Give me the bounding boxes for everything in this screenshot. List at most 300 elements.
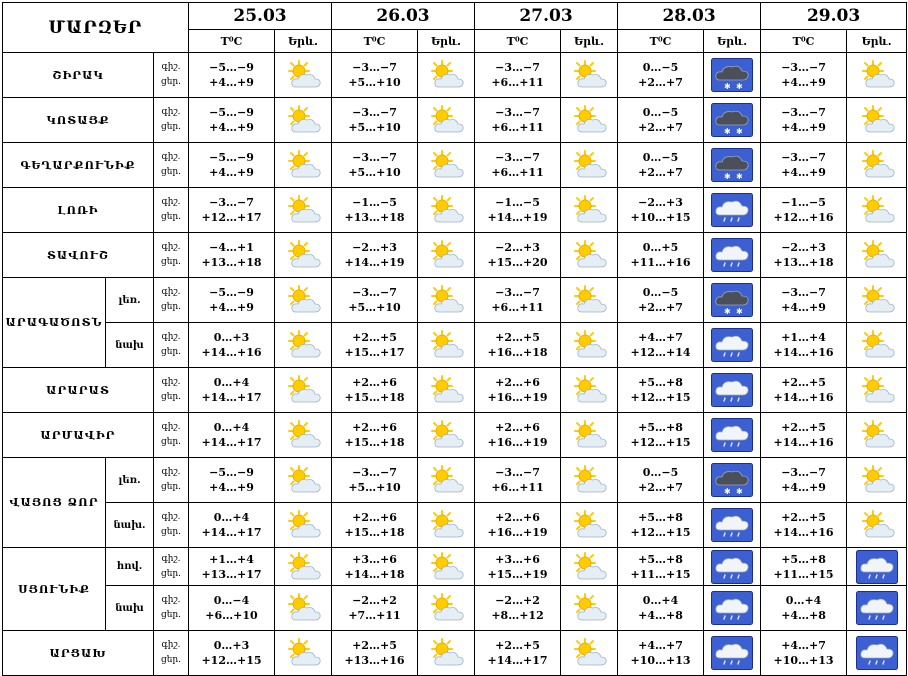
temperature-column-header: T⁰C [332, 30, 418, 53]
day-temperature: +14…+18 [344, 567, 405, 581]
night-temperature: +2…+5 [781, 511, 826, 524]
partly-cloudy-icon [275, 233, 332, 278]
temperature-cell [189, 143, 275, 188]
temperature-cell [189, 278, 275, 323]
night-temperature: +2…+5 [781, 421, 826, 434]
night-label: գիշ. [161, 242, 181, 252]
region-name: ԿՈՏԱՅՔ [3, 98, 154, 143]
temperature-cell [332, 53, 418, 98]
partly-cloudy-icon [275, 458, 332, 503]
day-temperature: +12…+15 [630, 391, 691, 404]
temperature-cell [618, 323, 704, 368]
day-temperature: +2…+7 [638, 121, 683, 134]
region-name: ԱՐԱՐԱՏ [3, 368, 154, 413]
partly-cloudy-icon [418, 548, 475, 586]
day-temperature: +2…+7 [638, 301, 683, 314]
day-temperature: +10…+13 [773, 654, 834, 667]
period-labels [154, 323, 189, 368]
partly-cloudy-icon [847, 503, 907, 548]
partly-cloudy-icon [847, 458, 907, 503]
partly-cloudy-icon [275, 323, 332, 368]
day-temperature: +6…+11 [491, 301, 544, 314]
temperature-cell [618, 53, 704, 98]
night-temperature: +2…+5 [495, 639, 540, 652]
day-label: ցեր. [160, 77, 182, 87]
night-temperature: −3…−7 [781, 286, 826, 299]
day-temperature: +4…+9 [781, 121, 826, 134]
night-label: գիշ. [161, 640, 181, 650]
day-label: ցեր. [160, 482, 182, 492]
night-temperature: −1…−5 [781, 196, 826, 209]
temperature-cell [475, 98, 561, 143]
temperature-cell [189, 98, 275, 143]
day-label: ցեր. [160, 610, 182, 620]
region-name: ԱՐԱԳԱԾՈՏՆ [3, 278, 106, 368]
day-temperature: +12…+15 [630, 526, 691, 539]
day-temperature: +6…+11 [491, 481, 544, 494]
partly-cloudy-icon [561, 548, 618, 586]
temperature-cell [618, 586, 704, 631]
temperature-cell [761, 233, 847, 278]
temperature-cell [618, 233, 704, 278]
temperature-cell [475, 458, 561, 503]
period-labels [154, 188, 189, 233]
day-temperature: +7…+11 [348, 609, 401, 622]
temperature-column-header: T⁰C [761, 30, 847, 53]
night-temperature: −5…−9 [209, 61, 254, 74]
day-temperature: +14…+16 [773, 391, 834, 404]
temperature-cell [618, 368, 704, 413]
night-temperature: +2…+6 [495, 421, 540, 434]
partly-cloudy-icon [561, 53, 618, 98]
svg-text:✱: ✱ [736, 172, 743, 181]
day-label: ցեր. [160, 302, 182, 312]
table-row [3, 368, 907, 413]
day-temperature: +2…+7 [638, 166, 683, 179]
partly-cloudy-icon [847, 53, 907, 98]
day-temperature: +12…+17 [201, 211, 262, 224]
partly-cloudy-icon [561, 631, 618, 676]
temperature-cell [475, 631, 561, 676]
temperature-cell [332, 278, 418, 323]
partly-cloudy-icon [418, 368, 475, 413]
temperature-cell [618, 503, 704, 548]
night-temperature: 0…+4 [785, 594, 822, 607]
night-temperature: +1…+4 [781, 331, 826, 344]
partly-cloudy-icon [275, 413, 332, 458]
partly-cloudy-icon [275, 368, 332, 413]
night-temperature: −3…−7 [495, 286, 540, 299]
night-temperature: +3…+6 [352, 552, 397, 566]
period-labels [154, 143, 189, 188]
date-header: 27.03 [475, 3, 618, 30]
night-temperature: −3…−7 [781, 151, 826, 164]
temperature-cell [618, 188, 704, 233]
day-temperature: +14…+17 [201, 436, 262, 449]
forecast-table [2, 2, 907, 676]
night-temperature: −5…−9 [209, 466, 254, 479]
night-temperature: −3…−7 [781, 61, 826, 74]
partly-cloudy-icon [847, 368, 907, 413]
table-row [3, 413, 907, 458]
day-temperature: +4…+9 [781, 301, 826, 314]
night-temperature: +2…+5 [352, 639, 397, 652]
region-name: ԼՈՌԻ [3, 188, 154, 233]
partly-cloudy-icon [275, 188, 332, 233]
region-name: ՇԻՐԱԿ [3, 53, 154, 98]
partly-cloudy-icon [418, 98, 475, 143]
partly-cloudy-icon [275, 278, 332, 323]
temperature-cell [189, 631, 275, 676]
partly-cloudy-icon [561, 323, 618, 368]
night-temperature: −3…−7 [352, 286, 397, 299]
rain-cloud-icon [704, 631, 761, 676]
temperature-cell [332, 413, 418, 458]
day-temperature: +4…+9 [209, 166, 254, 179]
day-temperature: +4…+9 [781, 481, 826, 494]
day-temperature: +13…+18 [201, 256, 262, 269]
temperature-cell [761, 143, 847, 188]
day-temperature: +11…+16 [630, 256, 691, 269]
period-labels [154, 586, 189, 631]
temperature-cell [475, 233, 561, 278]
day-temperature: +6…+11 [491, 166, 544, 179]
night-temperature: −5…−9 [209, 151, 254, 164]
day-label: ցեր. [160, 437, 182, 447]
night-temperature: −3…−7 [209, 196, 254, 209]
partly-cloudy-icon [418, 143, 475, 188]
partly-cloudy-icon [561, 143, 618, 188]
date-header: 29.03 [761, 3, 907, 30]
table-row [3, 98, 907, 143]
partly-cloudy-icon [561, 188, 618, 233]
temperature-cell [475, 503, 561, 548]
temperature-cell [332, 98, 418, 143]
night-temperature: −3…−7 [352, 151, 397, 164]
day-temperature: +12…+15 [630, 436, 691, 449]
period-labels [154, 233, 189, 278]
day-temperature: +13…+18 [344, 211, 405, 224]
temperature-cell [332, 631, 418, 676]
temperature-cell [761, 458, 847, 503]
table-row [3, 143, 907, 188]
rain-cloud-icon [704, 368, 761, 413]
partly-cloudy-icon [275, 53, 332, 98]
subzone-label: լեռ. [106, 278, 154, 323]
partly-cloudy-icon [847, 188, 907, 233]
partly-cloudy-icon [418, 631, 475, 676]
partly-cloudy-icon [561, 233, 618, 278]
day-temperature: +10…+15 [630, 211, 691, 224]
day-temperature: +14…+19 [344, 256, 405, 269]
day-temperature: +4…+8 [781, 609, 826, 622]
snow-cloud-icon [704, 98, 761, 143]
period-labels [154, 368, 189, 413]
temperature-cell [189, 548, 275, 586]
night-temperature: 0…+3 [213, 639, 250, 652]
subzone-label: նախ [106, 586, 154, 631]
partly-cloudy-icon [275, 631, 332, 676]
svg-text:✱: ✱ [724, 172, 731, 181]
night-temperature: +4…+7 [638, 639, 683, 652]
night-temperature: −3…−7 [781, 106, 826, 119]
day-temperature: +4…+9 [781, 76, 826, 89]
temperature-cell [332, 188, 418, 233]
table-row [3, 53, 907, 98]
yerevan-column-header: Երև. [275, 30, 332, 53]
yerevan-column-header: Երև. [704, 30, 761, 53]
svg-text:✱: ✱ [736, 307, 743, 316]
rain-cloud-icon [704, 413, 761, 458]
night-temperature: −1…−5 [352, 196, 397, 209]
partly-cloudy-icon [418, 188, 475, 233]
day-temperature: +15…+17 [344, 346, 405, 359]
partly-cloudy-icon [561, 98, 618, 143]
temperature-cell [189, 458, 275, 503]
day-temperature: +16…+19 [487, 391, 548, 404]
temperature-cell [761, 548, 847, 586]
night-label: գիշ. [161, 512, 181, 522]
partly-cloudy-icon [418, 53, 475, 98]
night-temperature: 0…−5 [642, 61, 679, 74]
day-temperature: +12…+15 [201, 654, 262, 667]
partly-cloudy-icon [418, 413, 475, 458]
day-temperature: +12…+16 [773, 211, 834, 224]
period-labels [154, 98, 189, 143]
snow-cloud-icon [704, 278, 761, 323]
svg-text:✱: ✱ [736, 82, 743, 91]
night-temperature: +2…+6 [495, 511, 540, 524]
subzone-label: նախ [106, 323, 154, 368]
day-temperature: +11…+15 [773, 567, 834, 581]
temperature-cell [332, 143, 418, 188]
partly-cloudy-icon [847, 143, 907, 188]
table-row [3, 548, 907, 586]
date-header: 25.03 [189, 3, 332, 30]
day-temperature: +15…+18 [344, 436, 405, 449]
day-temperature: +16…+19 [487, 436, 548, 449]
night-temperature: −2…+2 [495, 594, 540, 607]
rain-cloud-icon [704, 586, 761, 631]
snow-cloud-icon [704, 458, 761, 503]
night-temperature: +2…+5 [495, 331, 540, 344]
day-temperature: +5…+10 [348, 481, 401, 494]
temperature-cell [189, 233, 275, 278]
date-header: 26.03 [332, 3, 475, 30]
date-header: 28.03 [618, 3, 761, 30]
day-label: ցեր. [160, 655, 182, 665]
temperature-cell [475, 188, 561, 233]
day-temperature: +4…+9 [781, 166, 826, 179]
night-temperature: 0…+4 [213, 421, 250, 434]
partly-cloudy-icon [418, 233, 475, 278]
svg-text:✱: ✱ [736, 487, 743, 496]
night-temperature: −5…−9 [209, 286, 254, 299]
day-temperature: +6…+11 [491, 76, 544, 89]
temperature-cell [475, 53, 561, 98]
partly-cloudy-icon [847, 233, 907, 278]
day-temperature: +6…+11 [491, 121, 544, 134]
night-temperature: −3…−7 [352, 466, 397, 479]
table-row [3, 278, 907, 323]
night-label: գիշ. [161, 287, 181, 297]
rain-cloud-icon [847, 631, 907, 676]
day-label: ցեր. [160, 212, 182, 222]
day-temperature: +16…+19 [487, 526, 548, 539]
night-temperature: 0…−5 [642, 286, 679, 299]
region-name: ԱՐՑԱԽ [3, 631, 154, 676]
temperature-cell [189, 586, 275, 631]
rain-cloud-icon [704, 233, 761, 278]
day-temperature: +2…+7 [638, 76, 683, 89]
region-name: ՏԱՎՈՒՇ [3, 233, 154, 278]
day-temperature: +14…+17 [201, 526, 262, 539]
day-temperature: +12…+14 [630, 346, 691, 359]
day-label: ցեր. [160, 257, 182, 267]
day-temperature: +13…+16 [344, 654, 405, 667]
temperature-cell [761, 631, 847, 676]
period-labels [154, 548, 189, 586]
svg-text:✱: ✱ [724, 307, 731, 316]
svg-text:✱: ✱ [736, 127, 743, 136]
subzone-label: լեռ. [106, 458, 154, 503]
night-temperature: −2…+3 [495, 241, 540, 254]
day-temperature: +15…+18 [344, 391, 405, 404]
partly-cloudy-icon [847, 413, 907, 458]
period-labels [154, 458, 189, 503]
temperature-cell [618, 548, 704, 586]
night-temperature: 0…−5 [642, 151, 679, 164]
day-label: ցեր. [160, 122, 182, 132]
day-temperature: +4…+8 [638, 609, 683, 622]
yerevan-column-header: Երև. [561, 30, 618, 53]
day-label: ցեր. [160, 347, 182, 357]
night-label: գիշ. [161, 152, 181, 162]
temperature-cell [761, 323, 847, 368]
temperature-cell [618, 278, 704, 323]
night-temperature: +5…+8 [781, 552, 826, 566]
yerevan-column-header: Երև. [418, 30, 475, 53]
region-name: ՎԱՅՈՑ ՁՈՐ [3, 458, 106, 548]
partly-cloudy-icon [847, 278, 907, 323]
day-temperature: +2…+7 [638, 481, 683, 494]
period-labels [154, 631, 189, 676]
partly-cloudy-icon [847, 323, 907, 368]
night-temperature: 0…−4 [213, 594, 250, 607]
day-temperature: +6…+10 [205, 609, 258, 622]
temperature-cell [761, 368, 847, 413]
period-labels [154, 278, 189, 323]
table-row [3, 188, 907, 233]
temperature-cell [475, 278, 561, 323]
partly-cloudy-icon [561, 586, 618, 631]
day-temperature: +14…+16 [773, 526, 834, 539]
day-temperature: +8…+12 [491, 609, 544, 622]
night-temperature: +2…+5 [781, 376, 826, 389]
temperature-cell [332, 233, 418, 278]
partly-cloudy-icon [275, 98, 332, 143]
night-temperature: −3…−7 [352, 61, 397, 74]
partly-cloudy-icon [275, 586, 332, 631]
table-row [3, 323, 907, 368]
day-label: ցեր. [160, 167, 182, 177]
day-temperature: +4…+9 [209, 76, 254, 89]
night-temperature: +3…+6 [495, 552, 540, 566]
temperature-cell [618, 98, 704, 143]
night-temperature: −3…−7 [495, 61, 540, 74]
day-label: ցեր. [160, 392, 182, 402]
temperature-cell [332, 586, 418, 631]
temperature-cell [332, 458, 418, 503]
temperature-cell [189, 368, 275, 413]
night-temperature: 0…+4 [642, 594, 679, 607]
partly-cloudy-icon [418, 503, 475, 548]
table-row [3, 458, 907, 503]
day-temperature: +14…+17 [487, 654, 548, 667]
partly-cloudy-icon [561, 503, 618, 548]
svg-text:✱: ✱ [724, 82, 731, 91]
period-labels [154, 503, 189, 548]
temperature-cell [189, 53, 275, 98]
night-temperature: −2…+2 [352, 594, 397, 607]
day-temperature: +4…+9 [209, 481, 254, 494]
day-temperature: +14…+17 [201, 391, 262, 404]
temperature-cell [189, 323, 275, 368]
night-temperature: −3…−7 [495, 466, 540, 479]
subzone-label: հով. [106, 548, 154, 586]
temperature-cell [332, 503, 418, 548]
day-temperature: +15…+18 [344, 526, 405, 539]
day-temperature: +14…+16 [201, 346, 262, 359]
night-temperature: −5…−9 [209, 106, 254, 119]
day-label: ցեր. [160, 568, 182, 579]
day-temperature: +5…+10 [348, 121, 401, 134]
night-temperature: +2…+5 [352, 331, 397, 344]
night-label: գիշ. [161, 553, 181, 564]
night-temperature: 0…+3 [213, 331, 250, 344]
night-temperature: +1…+4 [209, 552, 254, 566]
temperature-cell [761, 53, 847, 98]
temperature-cell [761, 413, 847, 458]
partly-cloudy-icon [275, 503, 332, 548]
rain-cloud-icon [704, 323, 761, 368]
day-temperature: +5…+10 [348, 301, 401, 314]
subzone-label: նախ. [106, 503, 154, 548]
day-temperature: +4…+9 [209, 121, 254, 134]
night-label: գիշ. [161, 467, 181, 477]
temperature-cell [761, 188, 847, 233]
partly-cloudy-icon [418, 586, 475, 631]
day-temperature: +13…+18 [773, 256, 834, 269]
night-label: գիշ. [161, 377, 181, 387]
temperature-cell [475, 413, 561, 458]
night-label: գիշ. [161, 595, 181, 605]
day-temperature: +14…+19 [487, 211, 548, 224]
temperature-cell [475, 548, 561, 586]
night-temperature: +4…+7 [781, 639, 826, 652]
temperature-cell [332, 323, 418, 368]
temperature-cell [761, 586, 847, 631]
yerevan-column-header: Երև. [847, 30, 907, 53]
partly-cloudy-icon [275, 143, 332, 188]
temperature-cell [761, 98, 847, 143]
table-title: ՄԱՐԶԵՐ [3, 3, 189, 53]
svg-text:✱: ✱ [724, 127, 731, 136]
temperature-cell [332, 368, 418, 413]
night-temperature: −2…+3 [638, 196, 683, 209]
day-label: ցեր. [160, 527, 182, 537]
region-name: ԱՐՄԱՎԻՐ [3, 413, 154, 458]
